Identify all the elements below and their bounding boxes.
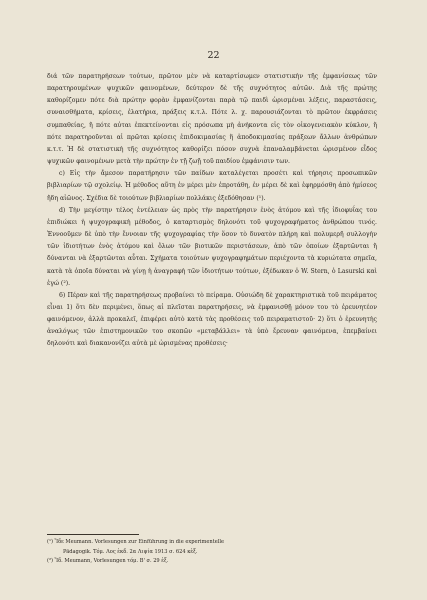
paragraph-c-booklets: c) Εἰς τὴν ἄμεσον παρατήρησιν τῶν παίδων καταλέγεται προσέτι καὶ τήρησις προσωπικῶν βιβλιαρίων τῷ σχολείῳ. Ἡ μέθοδος αὕτη ἐν μέρει μὲν ἐπροτάθη, ἐν μέρει δὲ καὶ ἐφηρμόσθη ἀπὸ ἡμίσεος ἤδη αἰῶνος. Σχέδια δὲ τοιούτων βιβλιαρίων πολλάκις ἐξεδόθησαν (¹). [47,170,377,202]
paragraph-d-psychography: d) Τὴν μεγίστην τέλος ἐντέλειαν ὡς πρὸς τὴν παρατήρησιν ἑνὸς ἀτόμου καὶ τῆς ἰδιοφυΐας του ἐπιδιώκει ἡ ψυχογραφικὴ μέθοδος, ὁ καταρτισμὸς δηλονότι τοῦ ψυχογραφήματος ἀνθρώπου τινός. Ἐννοοῦμεν δὲ ὑπὸ τὴν ἔννοιαν τῆς ψυχογραφίας τὴν ὅσον τὸ δυνατὸν πλήρη καὶ πολυμερῆ συλλογὴν τῶν ἰδιοτήτων ἑνὸς ἀτόμου καὶ ὅλων τῶν βιοτικῶν περιστάσεων, ἀπὸ τῶν ὁποίων ἐξαρτῶνται ἢ δύνανται νὰ ἐξαρτῶνται αὗται. Σχήματα τοιούτων ψυχογραφημάτων περιέχοντα τὰ κυριώτατα σημεῖα, κατὰ τὰ ὁποῖα δύναται νὰ γίνῃ ἡ ἀναγραφὴ τῶν ἰδιοτήτων τούτων, ἐξέδωκαν ὁ W. Stern, ὁ Lasurski καὶ ἐγώ (²). [47,206,377,287]
footnotes [47,538,377,567]
paragraph-6-experiment: 6) Πέραν καὶ τῆς παρατηρήσεως προβαίνει τὸ πείραμα. Οὐσιώδη δὲ χαρακτηριστικὰ τοῦ πειράματος εἶναι 1) ὅτι δὲν περιμένει, ὅπως αἱ πλεῖσται παρατηρήσεις, νὰ ἐμφανισθῇ μόνον του τὸ ἐρευνητέον φαινόμενον, ἀλλὰ προκαλεῖ, ἐπιφέρει αὐτὸ κατὰ τὰς προθέσεις τοῦ πειραματιστοῦ· 2) ὅτι ὁ ἐρευνητὴς ἀναλόγως τῶν ἐπιστημονικῶν του σκοπῶν «μεταβάλλει» τὰ ὑπὸ ἔρευναν φαινόμενα, ἐπεμβαίνει δηλονότι καὶ διακανονίζει αὐτὰ μὲ ὡρισμένας προθέσεις· [47,291,377,348]
footnote-1: (¹) Ἴδε Meumann. Vorlesungen zur Einführung in die experimentelle [47,539,225,545]
page-number: 22 [207,50,220,61]
footnote-1-continued: Pädagogik. Τόμ. Λος ἐκδ. 2α Λιψία 1913 σ. 624 κἑξ. [63,548,198,555]
footnote-divider [47,534,139,535]
body-text [47,71,377,351]
footnote-2: (²) Ἴδ. Meumann, Vorlesungen τόμ. Β' σ. 29 ἑξ. [47,558,169,564]
paragraph-statistics: διά τῶν παρατηρήσεων τούτων, πρῶτον μὲν νὰ καταρτίσωμεν στατιστικὴν τῆς ἐμφανίσεως τῶν παρατηρουμένων ψυχικῶν φαινομένων, δεύτερον δὲ τῆς συχνότητος αὐτῶν. Διὰ τῆς πρώτης καθορίζομεν πότε διὰ πρώτην φορὰν ἐμφανίζονται παρὰ τῷ παιδὶ ὡρισμέναι λέξεις, παραστάσεις, συναισθήματα, κρίσεις, ἐλατήρια, πράξεις κ.τ.λ. Πότε λ. χ. παρουσιάζονται τὸ πρῶτον ἐκφράσεις συμπαθείας, ἢ πότε αὐται ἐπεκτείνονται εἰς πρόσωπα μὴ ἀνήκοντα εἰς τὸν οἰκογενειακὸν κύκλον, ἢ πότε παρατηροῦνται αἱ πρῶται κρίσεις ἐπιδοκιμασίας ἢ ἀποδοκιμασίας πράξεων ἄλλων ἀνθρώπων κ.τ.τ. Ἡ δὲ στατιστικὴ τῆς συχνότητος καθορίζει πόσον συχνὰ ἐπαναλαμβάνεται ὡρισμένον εἶδος ψυχικῶν φαινομένων μετὰ τὴν πρώτην ἐν τῇ ζωῇ τοῦ παιδίου ἐμφάνισιν των. [47,73,377,166]
